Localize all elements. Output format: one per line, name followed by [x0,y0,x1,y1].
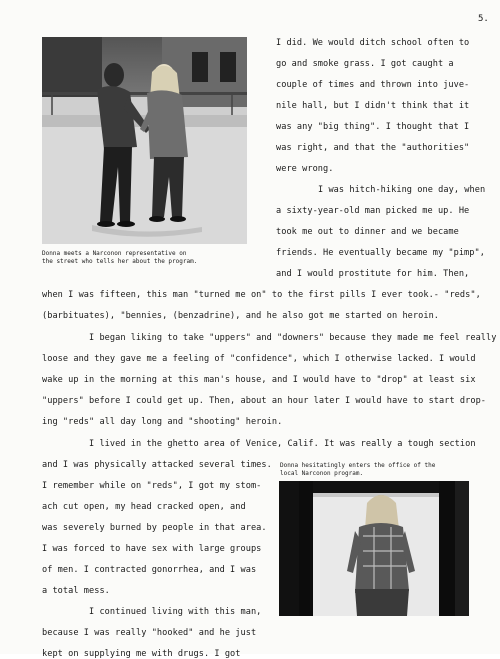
text-line: was right, and that the "authorities" [276,143,470,153]
text-line: a sixty-year-old man picked me up. He [276,206,470,216]
text-line: loose and they gave me a feeling of "confidence", which I otherwise lacked. I would [42,354,476,364]
text-line: was any "big thing". I thought that I [276,122,470,132]
text-line: I did. We would ditch school often to [276,38,470,48]
text-line: ach cut open, my head cracked open, and [42,502,246,512]
text-line: was severely burned by people in that area. [42,523,267,533]
photo-street-meeting [42,37,247,244]
text-line: ing "reds" all day long and "shooting" heroin. [42,417,283,427]
text-line: and I would prostitute for him. Then, [276,269,470,279]
photo-street-caption-line-1: Donna meets a Narconon representative on [42,250,187,257]
text-line: when I was fifteen, this man "turned me on" to the first pills I ever took.- "reds", [42,290,481,300]
text-line: "uppers" before I could get up. Then, about an hour later I would have to start drop- [42,396,487,406]
text-line: I remember while on "reds", I got my stom- [42,481,262,491]
page-number: 5. [478,14,489,24]
text-line: wake up in the morning at this man's house, and I would have to "drop" at least six [42,375,476,385]
text-line: I lived in the ghetto area of Venice, Calif. It was really a tough section [89,439,476,449]
text-line: took me out to dinner and we became [276,227,459,237]
text-line: go and smoke grass. I got caught a [276,59,454,69]
photo-office-caption-line-2: local Narconon program. [280,470,364,477]
photo-office-doorway [279,481,469,616]
text-line: I was hitch-hiking one day, when [318,185,486,195]
text-line: (barbituates), "bennies, (benzadrine), and he also got me started on heroin. [42,311,440,321]
text-line: and I was physically attacked several times. [42,460,272,470]
text-line: of men. I contracted gonorrhea, and I was [42,565,257,575]
photo-street-caption-line-2: the street who tells her about the program. [42,258,198,265]
text-line: I continued living with this man, [89,607,262,617]
photo-office-caption-line-1: Donna hesitatingly enters the office of the [280,462,436,469]
text-line: friends. He eventually became my "pimp", [276,248,485,258]
text-line: kept on supplying me with drugs. I got [42,649,241,659]
text-line: couple of times and thrown into juve- [276,80,470,90]
text-line: a total mess. [42,586,110,596]
text-line: I began liking to take "uppers" and "downers" because they made me feel really [89,333,497,343]
text-line: nile hall, but I didn't think that it [276,101,470,111]
text-line: I was forced to have sex with large groups [42,544,262,554]
text-line: were wrong. [276,164,334,174]
text-line: because I was really "hooked" and he just [42,628,257,638]
